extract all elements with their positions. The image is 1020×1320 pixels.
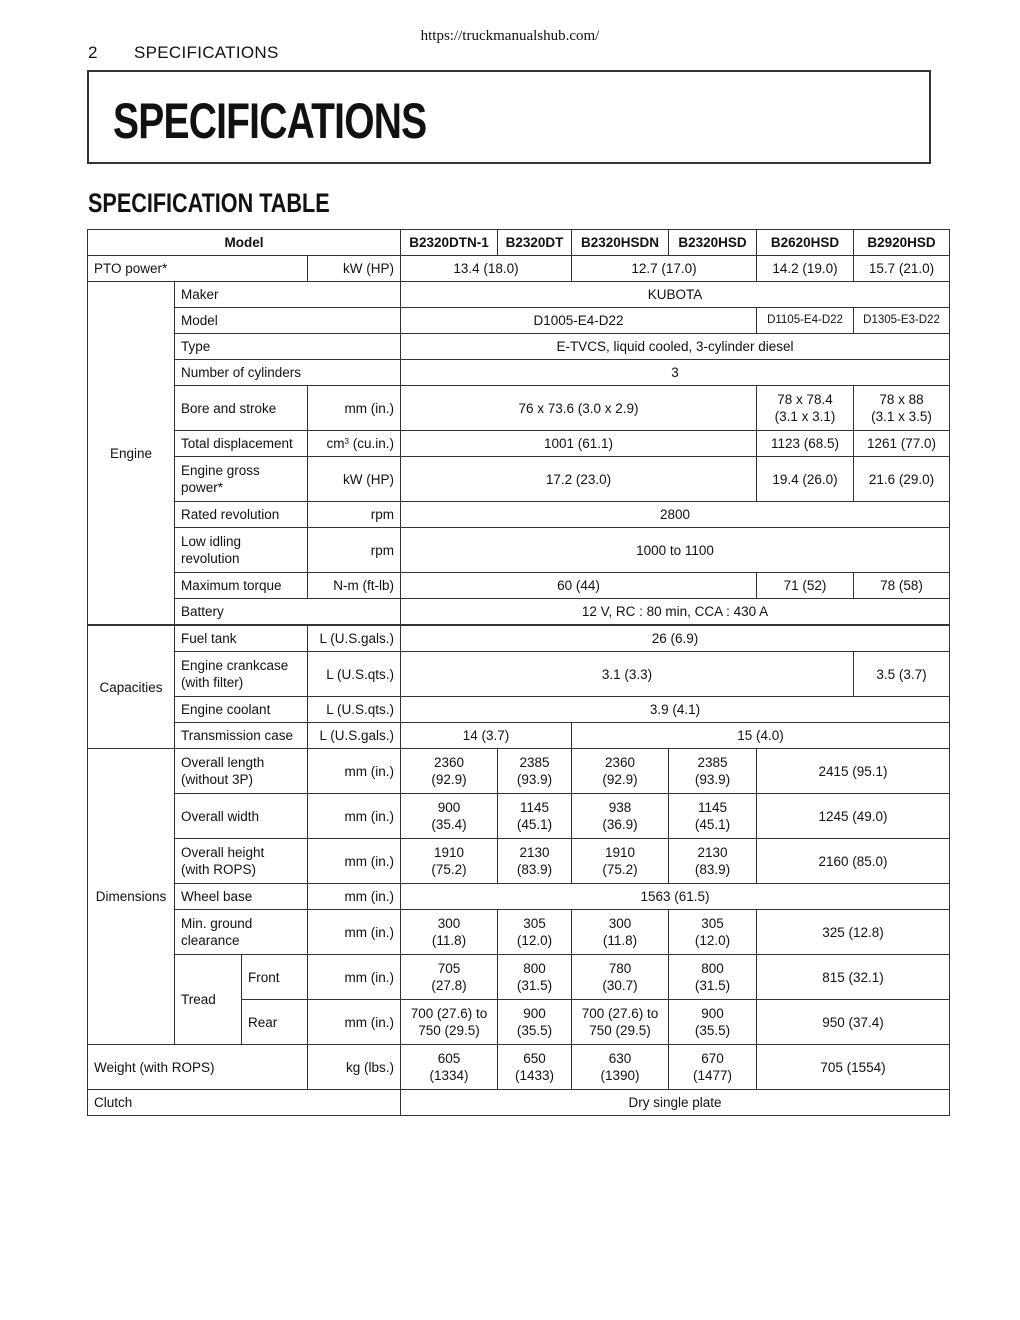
value-cell: 305 (12.0) (498, 910, 572, 955)
table-row (88, 1045, 950, 1090)
value-cell: 305 (12.0) (669, 910, 757, 955)
row-label: Total displacement (175, 431, 308, 457)
value-cell: 71 (52) (757, 573, 854, 599)
table-row (88, 839, 950, 884)
table-row (88, 626, 950, 652)
row-label: Weight (with ROPS) (88, 1045, 308, 1090)
table-row (88, 884, 950, 910)
table-row (88, 386, 950, 431)
unit-cell: $cm^3$ (cu.in.) (308, 431, 401, 457)
table-row (88, 528, 950, 573)
value-cell: 1910 (75.2) (572, 839, 669, 884)
value-cell: 19.4 (26.0) (757, 457, 854, 502)
value-cell: 2360 (92.9) (572, 749, 669, 794)
unit-cell: kW (HP) (308, 457, 401, 502)
table-row (88, 599, 950, 625)
row-label: PTO power* (88, 256, 308, 282)
value-cell: 14 (3.7) (401, 723, 572, 749)
unit-cell: mm (in.) (308, 386, 401, 431)
value-cell: 3.5 (3.7) (854, 652, 950, 697)
value-cell: 938 (36.9) (572, 794, 669, 839)
value-cell: 15.7 (21.0) (854, 256, 950, 282)
table-row (88, 955, 950, 1000)
value-cell: 17.2 (23.0) (401, 457, 757, 502)
row-label: Engine coolant (175, 697, 308, 723)
group-label: Dimensions (88, 749, 175, 1045)
model-header: B2320HSDN (572, 230, 669, 256)
table-row (88, 723, 950, 749)
group-label: Engine (88, 282, 175, 625)
value-cell: 800 (31.5) (669, 955, 757, 1000)
row-label: Engine crankcase (with filter) (175, 652, 308, 697)
table-row (88, 697, 950, 723)
value-cell: 15 (4.0) (572, 723, 950, 749)
unit-cell: L (U.S.gals.) (308, 723, 401, 749)
running-title: SPECIFICATIONS (134, 43, 279, 62)
page-number: 2 (88, 43, 98, 62)
value-cell: 78 x 88 (3.1 x 3.5) (854, 386, 950, 431)
value-cell: 76 x 73.6 (3.0 x 2.9) (401, 386, 757, 431)
model-header: B2620HSD (757, 230, 854, 256)
value-cell: 1123 (68.5) (757, 431, 854, 457)
value-cell: 1145 (45.1) (669, 794, 757, 839)
unit-cell: L (U.S.gals.) (308, 626, 401, 652)
value-cell: 3 (401, 360, 950, 386)
model-header: B2320DT (498, 230, 572, 256)
table-row (88, 334, 950, 360)
row-label: Engine gross power* (175, 457, 308, 502)
table-row (88, 457, 950, 502)
value-cell: 1910 (75.2) (401, 839, 498, 884)
value-cell: 300 (11.8) (401, 910, 498, 955)
unit-cell: kg (lbs.) (308, 1045, 401, 1090)
row-label: Overall width (175, 794, 308, 839)
table-row (88, 230, 950, 256)
value-cell: 900 (35.5) (498, 1000, 572, 1045)
table-row (88, 360, 950, 386)
value-cell: 2130 (83.9) (498, 839, 572, 884)
row-label: Rated revolution (175, 502, 308, 528)
value-cell: 1145 (45.1) (498, 794, 572, 839)
value-cell: 2800 (401, 502, 950, 528)
unit-cell: mm (in.) (308, 749, 401, 794)
row-label: Model (175, 308, 401, 334)
title-box (87, 70, 931, 164)
table-row (88, 431, 950, 457)
table-row (88, 282, 950, 308)
row-label: Battery (175, 599, 401, 625)
row-label: Low idling revolution (175, 528, 308, 573)
value-cell: 800 (31.5) (498, 955, 572, 1000)
unit-cell: L (U.S.qts.) (308, 697, 401, 723)
table-row (88, 749, 950, 794)
value-cell: 78 (58) (854, 573, 950, 599)
row-label: Type (175, 334, 401, 360)
value-cell: 2415 (95.1) (757, 749, 950, 794)
table-row (88, 910, 950, 955)
table-row (88, 1090, 950, 1116)
table-row (88, 652, 950, 697)
value-cell: 670 (1477) (669, 1045, 757, 1090)
value-cell: 700 (27.6) to 750 (29.5) (572, 1000, 669, 1045)
value-cell: 950 (37.4) (757, 1000, 950, 1045)
value-cell: 78 x 78.4 (3.1 x 3.1) (757, 386, 854, 431)
table-row (88, 573, 950, 599)
row-label: Overall height (with ROPS) (175, 839, 308, 884)
value-cell: 780 (30.7) (572, 955, 669, 1000)
value-cell: 13.4 (18.0) (401, 256, 572, 282)
unit-cell: mm (in.) (308, 955, 401, 1000)
table-row (88, 256, 950, 282)
value-cell: 2385 (93.9) (498, 749, 572, 794)
row-label: Overall length (without 3P) (175, 749, 308, 794)
value-cell: 605 (1334) (401, 1045, 498, 1090)
value-cell: 700 (27.6) to 750 (29.5) (401, 1000, 498, 1045)
value-cell: 1000 to 1100 (401, 528, 950, 573)
unit-cell: mm (in.) (308, 839, 401, 884)
value-cell: 900 (35.4) (401, 794, 498, 839)
unit-cell: mm (in.) (308, 884, 401, 910)
value-cell: 900 (35.5) (669, 1000, 757, 1045)
unit-cell: mm (in.) (308, 910, 401, 955)
source-url: https://truckmanualshub.com/ (420, 28, 600, 44)
value-cell: 3.1 (3.3) (401, 652, 854, 697)
value-cell: 2385 (93.9) (669, 749, 757, 794)
value-cell: 705 (1554) (757, 1045, 950, 1090)
value-cell: 705 (27.8) (401, 955, 498, 1000)
unit-cell: rpm (308, 528, 401, 573)
row-label: Tread (175, 955, 242, 1045)
value-cell: 2160 (85.0) (757, 839, 950, 884)
group-label: Capacities (88, 626, 175, 749)
value-cell: 3.9 (4.1) (401, 697, 950, 723)
row-label: Min. ground clearance (175, 910, 308, 955)
unit-cell: N-m (ft-lb) (308, 573, 401, 599)
header-model: Model (88, 230, 401, 256)
value-cell: 325 (12.8) (757, 910, 950, 955)
value-cell: 815 (32.1) (757, 955, 950, 1000)
value-cell: 650 (1433) (498, 1045, 572, 1090)
value-cell: 1563 (61.5) (401, 884, 950, 910)
value-cell: 14.2 (19.0) (757, 256, 854, 282)
value-cell: 12.7 (17.0) (572, 256, 757, 282)
unit-cell: kW (HP) (308, 256, 401, 282)
section-title: SPECIFICATION TABLE (88, 188, 330, 218)
row-label: Transmission case (175, 723, 308, 749)
row-label: Maker (175, 282, 401, 308)
value-cell: D1005-E4-D22 (401, 308, 757, 334)
row-label: Clutch (88, 1090, 401, 1116)
row-label: Maximum torque (175, 573, 308, 599)
row-label: Number of cylinders (175, 360, 401, 386)
value-cell: D1305-E3-D22 (854, 308, 950, 334)
value-cell: 26 (6.9) (401, 626, 950, 652)
value-cell: E-TVCS, liquid cooled, 3-cylinder diesel (401, 334, 950, 360)
value-cell: 1001 (61.1) (401, 431, 757, 457)
value-cell: 630 (1390) (572, 1045, 669, 1090)
page-title: SPECIFICATIONS (113, 93, 427, 149)
model-header: B2320HSD (669, 230, 757, 256)
value-cell: 60 (44) (401, 573, 757, 599)
row-label: Front (242, 955, 308, 1000)
unit-cell: mm (in.) (308, 794, 401, 839)
value-cell: KUBOTA (401, 282, 950, 308)
value-cell: Dry single plate (401, 1090, 950, 1116)
row-label: Bore and stroke (175, 386, 308, 431)
running-header (88, 43, 279, 63)
unit-cell: L (U.S.qts.) (308, 652, 401, 697)
table-row (88, 502, 950, 528)
value-cell: D1105-E4-D22 (757, 308, 854, 334)
value-cell: 1245 (49.0) (757, 794, 950, 839)
value-cell: 1261 (77.0) (854, 431, 950, 457)
model-header: B2920HSD (854, 230, 950, 256)
unit-cell: mm (in.) (308, 1000, 401, 1045)
row-label: Wheel base (175, 884, 308, 910)
specification-table-continued (87, 625, 950, 1116)
value-cell: 300 (11.8) (572, 910, 669, 955)
table-row (88, 794, 950, 839)
model-header: B2320DTN-1 (401, 230, 498, 256)
row-label: Fuel tank (175, 626, 308, 652)
specification-table (87, 229, 950, 625)
row-label: Rear (242, 1000, 308, 1045)
unit-cell: rpm (308, 502, 401, 528)
value-cell: 2130 (83.9) (669, 839, 757, 884)
value-cell: 21.6 (29.0) (854, 457, 950, 502)
table-row (88, 308, 950, 334)
value-cell: 12 V, RC : 80 min, CCA : 430 A (401, 599, 950, 625)
value-cell: 2360 (92.9) (401, 749, 498, 794)
